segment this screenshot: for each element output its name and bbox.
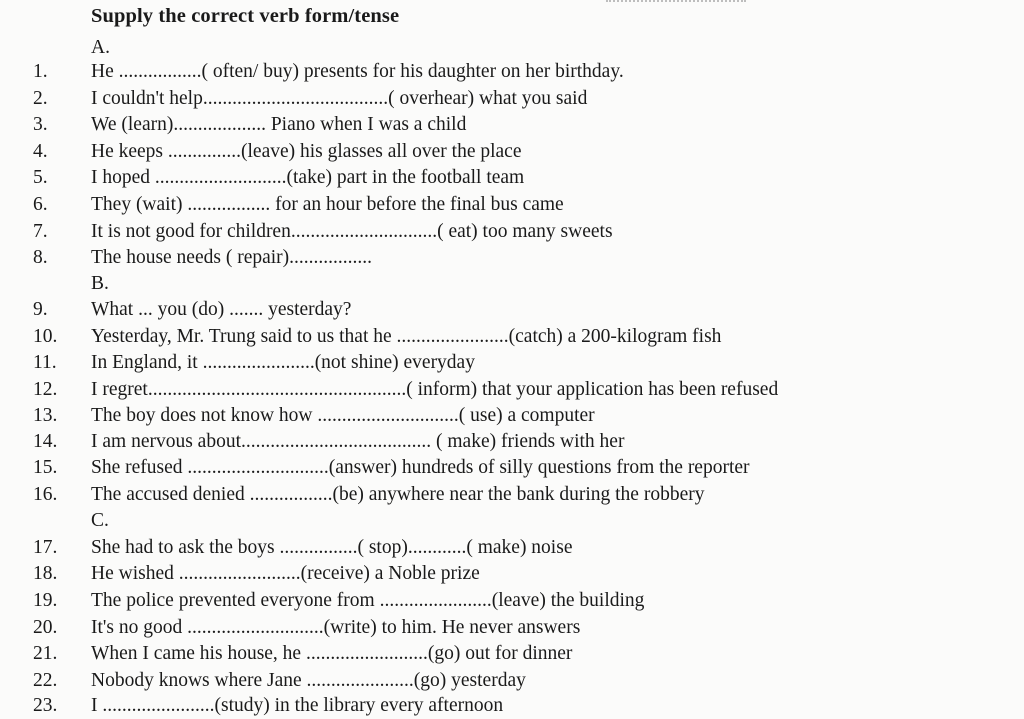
- item-number: 14.: [33, 431, 58, 452]
- exercise-item: [0, 297, 1024, 323]
- exercise-item: [0, 377, 1024, 403]
- item-text: What ... you (do) ....... yesterday?: [91, 299, 352, 320]
- item-number: 11.: [33, 352, 57, 373]
- exercise-item: [0, 219, 1024, 245]
- item-text: Yesterday, Mr. Trung said to us that he .......................(catch) a 200-kilogram fish: [91, 326, 722, 347]
- item-text: Nobody knows where Jane ......................(go) yesterday: [91, 670, 526, 691]
- item-number: 8.: [33, 247, 48, 268]
- item-number: 10.: [33, 326, 58, 347]
- exercise-item: [0, 455, 1024, 481]
- item-text: I am nervous about....................................... ( make) friends with her: [91, 431, 625, 452]
- section-label: B.: [91, 273, 109, 294]
- exercise-item: [0, 59, 1024, 85]
- exercise-item: [0, 403, 1024, 429]
- item-number: 1.: [33, 61, 48, 82]
- item-text: We (learn)................... Piano when I was a child: [91, 114, 467, 135]
- exercise-item: [0, 112, 1024, 138]
- item-text: I hoped ...........................(take) part in the football team: [91, 167, 525, 188]
- exercise-item: [0, 139, 1024, 165]
- exercise-item: [0, 245, 1024, 271]
- exercise-item: [0, 693, 1024, 719]
- exercise-item: [0, 350, 1024, 376]
- item-number: 2.: [33, 88, 48, 109]
- item-number: 16.: [33, 484, 58, 505]
- item-number: 21.: [33, 643, 58, 664]
- item-number: 17.: [33, 537, 58, 558]
- item-text: In England, it .......................(not shine) everyday: [91, 352, 475, 373]
- item-text: He keeps ...............(leave) his glasses all over the place: [91, 141, 522, 162]
- section-label: A.: [91, 37, 110, 58]
- item-number: 4.: [33, 141, 48, 162]
- item-number: 6.: [33, 194, 48, 215]
- item-text: When I came his house, he .........................(go) out for dinner: [91, 643, 573, 664]
- item-text: He .................( often/ buy) presents for his daughter on her birthday.: [91, 61, 624, 82]
- worksheet-title: Supply the correct verb form/tense: [91, 5, 400, 27]
- exercise-item: [0, 641, 1024, 667]
- item-text: The boy does not know how .............................( use) a computer: [91, 405, 595, 426]
- item-text: They (wait) ................. for an hour before the final bus came: [91, 194, 564, 215]
- exercise-item: [0, 588, 1024, 614]
- exercise-item: [0, 324, 1024, 350]
- item-number: 20.: [33, 617, 58, 638]
- item-number: 15.: [33, 457, 58, 478]
- item-text: The police prevented everyone from .......................(leave) the building: [91, 590, 645, 611]
- item-text: I couldn't help......................................( overhear) what you said: [91, 88, 588, 109]
- item-number: 3.: [33, 114, 48, 135]
- item-number: 23.: [33, 695, 58, 716]
- exercise-item: [0, 615, 1024, 641]
- item-text: She had to ask the boys ................( stop)............( make) noise: [91, 537, 573, 558]
- item-number: 12.: [33, 379, 58, 400]
- item-number: 18.: [33, 563, 58, 584]
- item-number: 22.: [33, 670, 58, 691]
- exercise-item: [0, 165, 1024, 191]
- item-number: 13.: [33, 405, 58, 426]
- exercise-item: [0, 535, 1024, 561]
- section-heading-b: [0, 271, 1024, 297]
- item-text: He wished .........................(receive) a Noble prize: [91, 563, 480, 584]
- item-text: It is not good for children..............................( eat) too many sweets: [91, 221, 613, 242]
- item-text: It's no good ............................(write) to him. He never answers: [91, 617, 581, 638]
- item-text: She refused .............................(answer) hundreds of silly questions from the reporter: [91, 457, 750, 478]
- exercise-item: [0, 482, 1024, 508]
- item-text: I .......................(study) in the library every afternoon: [91, 695, 504, 716]
- item-number: 7.: [33, 221, 48, 242]
- exercise-item: [0, 429, 1024, 455]
- item-number: 19.: [33, 590, 58, 611]
- section-label: C.: [91, 510, 109, 531]
- exercise-item: [0, 668, 1024, 694]
- section-heading-c: [0, 508, 1024, 534]
- item-text: The house needs ( repair).................: [91, 247, 373, 268]
- item-text: I regret.....................................................( inform) that your application has been refused: [91, 379, 779, 400]
- top-edge-mark: [606, 0, 746, 6]
- section-heading-a: [0, 35, 1024, 61]
- item-number: 5.: [33, 167, 48, 188]
- item-number: 9.: [33, 299, 48, 320]
- exercise-item: [0, 561, 1024, 587]
- item-text: The accused denied .................(be) anywhere near the bank during the robbery: [91, 484, 705, 505]
- exercise-item: [0, 86, 1024, 112]
- exercise-item: [0, 192, 1024, 218]
